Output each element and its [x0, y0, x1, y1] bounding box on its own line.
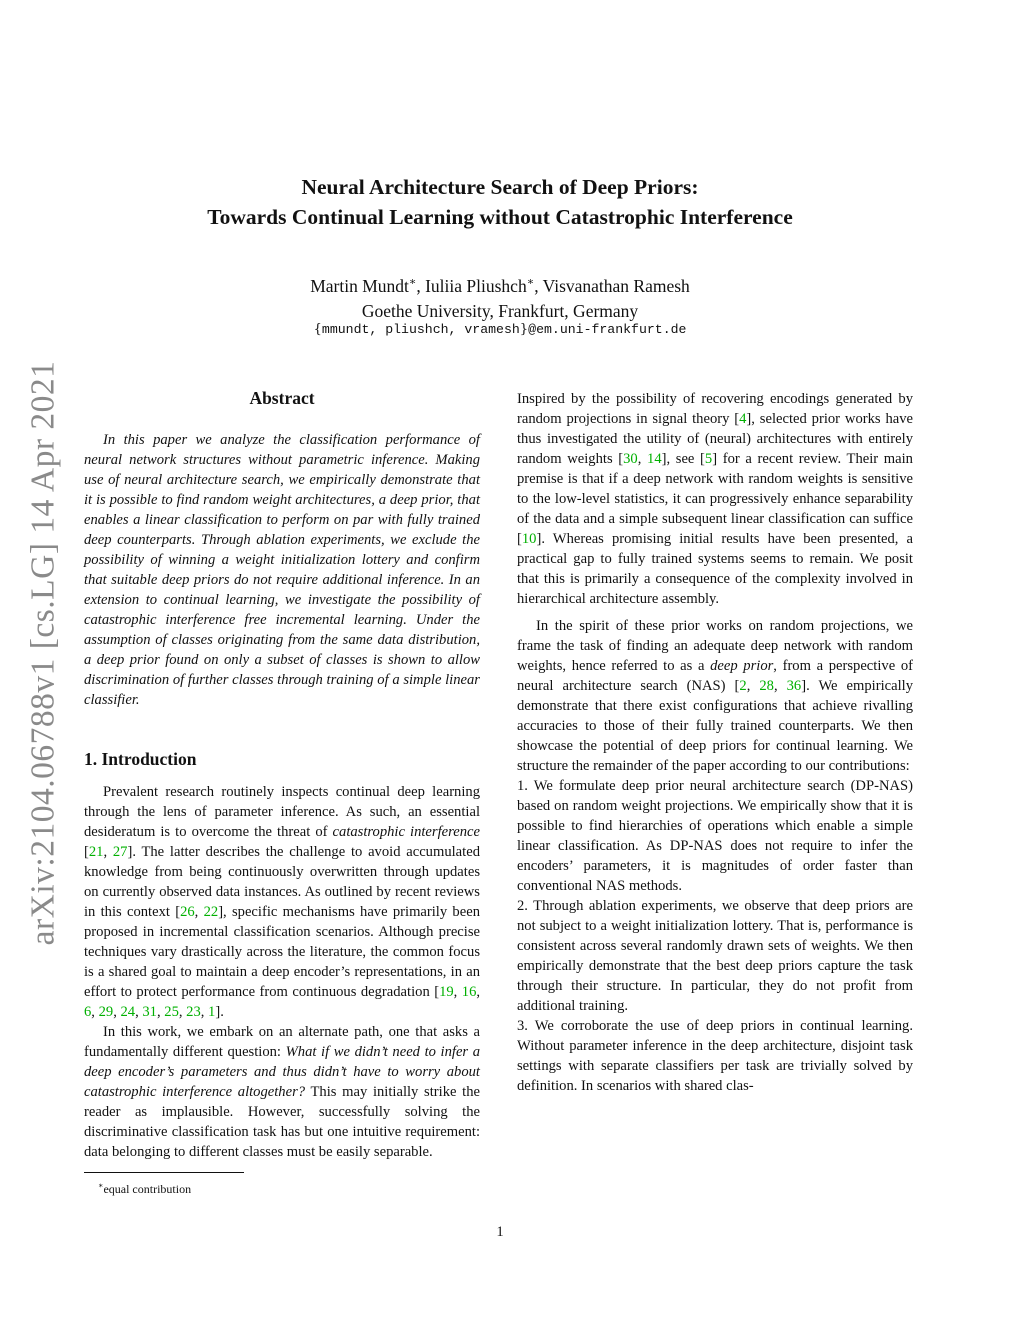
email-names: mmundt, pliushch, vramesh	[321, 322, 520, 337]
emphasis: What if we didn’t need to infer a deep encoder’s parameters and thus didn’t have to worry about catastrophic interference altogether?	[84, 1044, 481, 1100]
citation-link[interactable]: 22	[203, 904, 219, 920]
text-run: In the spirit of these prior works on random projections, we frame the task of finding an adequate deep network with random weights, hence referred to as a	[517, 618, 913, 674]
text-run: ], selected prior works have thus investigated the utility of (neural) architectures with entirely random weights [	[517, 411, 913, 467]
paper-title	[100, 172, 900, 232]
email-brace-close: }	[519, 322, 529, 337]
citation-link[interactable]: 4	[739, 411, 747, 427]
text-run: Inspired by the possibility of recovering encodings generated by random projections in signal theory [	[517, 391, 913, 427]
text-run: ], see [	[661, 451, 705, 467]
text-run: ] for a recent review. Their main premise is that if a deep network with random weights is sensitive to the low-level statistics, it can progressively enhance separability of the data and a simple subsequent linear classification can suffice [	[517, 451, 913, 547]
arxiv-stamp	[22, 358, 64, 948]
text-run: ]. The latter describes the challenge to avoid accumulated knowledge from being continuously overwritten through updates on currently observed data instances. As outlined by recent reviews in this context [	[84, 844, 480, 920]
intro-paragraph-3: Inspired by the possibility of recovering encodings generated by random projections in signal theory [4], selected prior works have thus investigated the utility of (neural) architectures with entirely random weights [30, 14], see [5] for a recent review. Their main premise is that if a deep network with random weights is sensitive to the low-level statistics, it can progressively enhance separability of the data and a simple subsequent linear classification can suffice [10]. Whereas promising initial results have been presented, a practical gap to fully trained systems seems to remain. We posit that this is primarily a consequence of the complexity involved in hierarchical architecture assembly.	[517, 391, 913, 607]
citation-link[interactable]: 30	[623, 451, 638, 467]
arxiv-identifier: arXiv:2104.06788v1 [cs.LG] 14 Apr 2021	[24, 360, 61, 946]
footnote-text: equal contribution	[103, 1182, 192, 1196]
abstract-text: In this paper we analyze the classification performance of neural network structures without parametric inference. Making use of neural architecture search, we empirically demonstrate that it is possible to find random weight architectures, a deep prior, that enables a linear classification to perform on par with fully trained deep counterparts. Through ablation experiments, we exclude the possibility of winning a weight initialization lottery and confirm that suitable deep priors do not require additional inference. In an extension to continual learning, we investigate the possibility of catastrophic interference free incremental learning. Under the assumption of classes originating from the same data distribution, a deep prior found on only a subset of classes is shown to allow discrimination of further classes through training of a simple linear classifier.	[84, 432, 480, 708]
left-column	[84, 386, 480, 1162]
footnote-mark: ∗	[98, 1181, 104, 1190]
citation-link[interactable]: 6	[84, 1004, 92, 1020]
author-separator: ,	[416, 275, 426, 296]
citation-link[interactable]: 10	[521, 531, 537, 547]
equal-contribution-mark: ∗	[408, 276, 417, 288]
right-column	[517, 389, 913, 1096]
citation-link[interactable]: 14	[647, 451, 662, 467]
intro-paragraph-2	[84, 1022, 480, 1162]
text-run: ].	[215, 1004, 224, 1020]
title-line-2: Towards Continual Learning without Catastrophic Interference	[207, 205, 793, 229]
emphasis: deep prior	[710, 658, 774, 674]
citation-link[interactable]: 28	[759, 678, 774, 694]
author-names	[100, 270, 900, 299]
intro-paragraph-1: Prevalent research routinely inspects continual deep learning through the lens of parameter inference. As such, an essential desideratum is to overcome the threat of catastrophic interference [21, 27]. The latter describes the challenge to avoid accumulated knowledge from being continuously overwritten through updates on currently observed data instances. As outlined by recent reviews in this context [26, 22], specific mechanisms have primarily been proposed in incremental classification scenarios. Although precise techniques vary drastically across the literature, the common focus is a shared goal to maintain a deep encoder’s representations, in an effort to protect performance from continuous degradation [19, 16, 6, 29, 24, 31, 25, 23, 1].	[84, 784, 481, 1020]
citation-link[interactable]: 2	[739, 678, 747, 694]
contribution-item-1: 1. We formulate deep prior neural architecture search (DP-NAS) based on random weight projections. We empirically show that it is possible to find hierarchies of operations which enable a simple linear classification. As DP-NAS does not require to infer the encoders’ parameters, it is magnitudes of order faster than conventional NAS methods.	[517, 778, 913, 894]
author-1: Martin Mundt	[310, 275, 409, 296]
text-run: ]. We empirically demonstrate that there exist configurations that achieve rivalling accuracies to those of their fully trained counterparts. We then showcase the potential of deep priors for continual learning. We structure the remainder of the paper according to our contributions:	[517, 678, 913, 774]
author-2: Iuliia Pliushch	[425, 275, 527, 296]
intro-paragraph-4: In the spirit of these prior works on random projections, we frame the task of finding an adequate deep network with random weights, hence referred to as a deep prior, from a perspective of neural architecture search (NAS) [2, 28, 36]. We empirically demonstrate that there exist configurations that achieve rivalling accuracies to those of their fully trained counterparts. We then showcase the potential of deep priors for continual learning. We structure the remainder of the paper according to our contributions:	[517, 618, 913, 774]
email-brace-open: {	[313, 322, 322, 337]
citation-link[interactable]: 23	[186, 1004, 201, 1020]
affiliation: Goethe University, Frankfurt, Germany	[361, 300, 639, 321]
emphasis: catastrophic interference	[332, 824, 480, 840]
citation-link[interactable]: 16	[461, 984, 477, 1000]
citation-link[interactable]: 25	[164, 1004, 179, 1020]
author-emails	[100, 322, 900, 337]
citation-link[interactable]: 27	[112, 844, 128, 860]
contribution-item-3: 3. We corroborate the use of deep priors in continual learning. Without parameter inference in the deep architecture, disjoint task settings with separate classifiers per task are trivially solved by definition. In scenarios with shared clas-	[517, 1018, 913, 1094]
title-line-1: Neural Architecture Search of Deep Priors:	[301, 175, 699, 199]
citation-link[interactable]: 5	[704, 451, 713, 467]
citation-link[interactable]: 1	[208, 1004, 216, 1020]
abstract-heading: Abstract	[249, 388, 315, 408]
introduction-heading: 1. Introduction	[84, 749, 197, 769]
footnote-rule	[84, 1172, 244, 1173]
author-separator: ,	[534, 275, 543, 296]
email-domain: @em.uni-frankfurt.de	[528, 322, 687, 337]
author-block	[100, 270, 900, 324]
text-run: In this work, we embark on an alternate path, one that asks a fundamentally different question:	[84, 1024, 480, 1060]
citation-link[interactable]: 29	[98, 1004, 114, 1020]
contribution-item-2: 2. Through ablation experiments, we observe that deep priors are not subject to a weight initialization lottery. That is, performance is consistent across several randomly drawn sets of weights. We then empirically demonstrate that the best deep priors capture the task through their structure. In particular, they do not profit from additional training.	[517, 898, 913, 1014]
text-run: This may initially strike the reader as implausible. However, successfully solving the discriminative classification task has but one intuitive requirement: data belonging to different classes must be easily separable.	[84, 1084, 480, 1160]
citation-link[interactable]: 24	[120, 1004, 136, 1020]
text-run: Prevalent research routinely inspects continual deep learning through the lens of parameter inference. As such, an essential desideratum is to overcome the threat of	[84, 784, 480, 840]
page-number: 1	[496, 1224, 504, 1240]
text-run: ]. Whereas promising initial results have been presented, a practical gap to fully trained systems seems to remain. We posit that this is primarily a consequence of the complexity involved in hierarchical architecture assembly.	[517, 531, 913, 607]
citation-link[interactable]: 21	[88, 844, 104, 860]
citation-link[interactable]: 31	[142, 1004, 157, 1020]
citation-link[interactable]: 36	[786, 678, 802, 694]
citation-link[interactable]: 26	[180, 904, 195, 920]
author-3: Visvanathan Ramesh	[542, 275, 690, 296]
text-run: ], specific mechanisms have primarily been proposed in incremental classification scenarios. Although precise techniques vary drastically across the literature, the common focus is a shared goal to maintain a deep encoder’s representations, in an effort to protect performance from continuous degradation [	[84, 904, 480, 1000]
footnote	[98, 1178, 191, 1197]
citation-link[interactable]: 19	[439, 984, 454, 1000]
equal-contribution-mark: ∗	[526, 276, 535, 288]
text-run: , from a perspective of neural architecture search (NAS) [	[517, 658, 913, 694]
text-run: [	[84, 844, 89, 860]
